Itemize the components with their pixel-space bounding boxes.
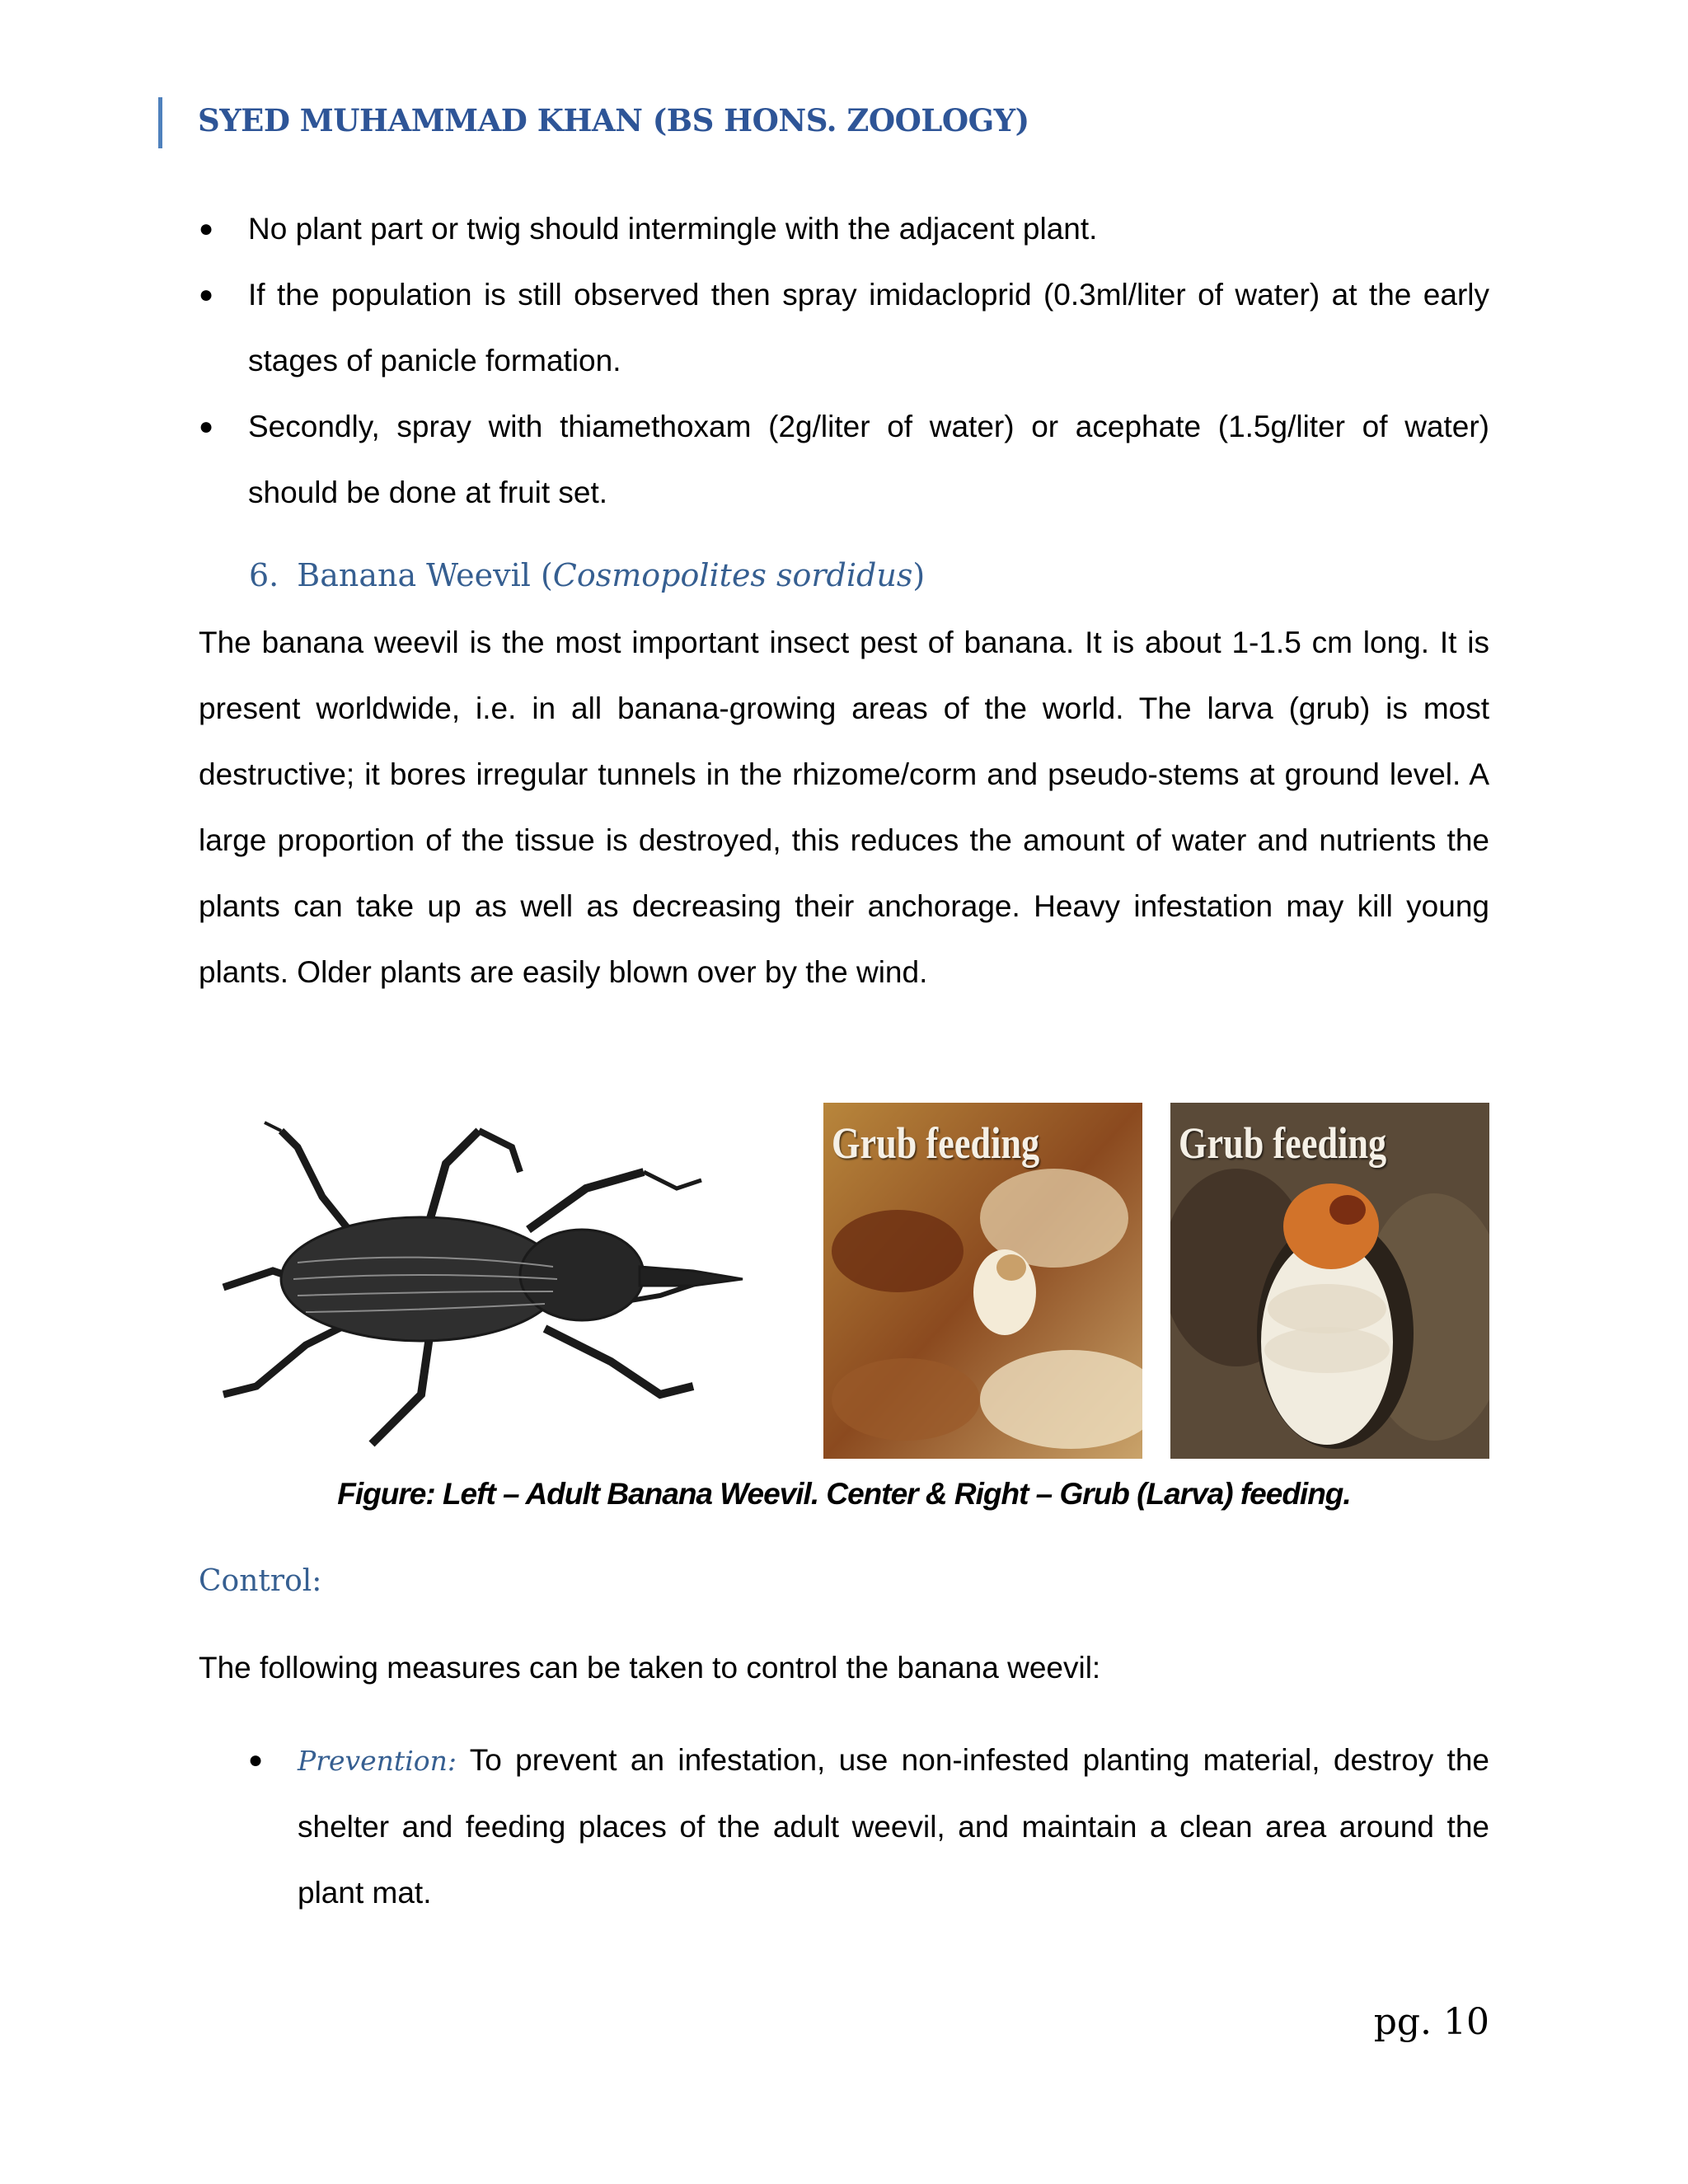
header-title: SYED MUHAMMAD KHAN (BS HONS. ZOOLOGY) [198, 102, 1029, 138]
bullet-icon: ● [199, 413, 214, 440]
grub-feeding-label-center: Grub feeding [832, 1118, 1040, 1168]
grub-feeding-photo-right [1170, 1103, 1489, 1459]
list-item-text: If the population is still observed then spray imidacloprid (0.3ml/liter of water) at the early stages of panicle formation. [248, 278, 1489, 377]
list-item-text: Secondly, spray with thiamethoxam (2g/liter of water) or acephate (1.5g/liter of water) should be done at fruit set. [248, 410, 1489, 509]
header-accent-bar [158, 97, 162, 148]
list-item [199, 262, 1489, 394]
section-title: Banana Weevil ( [297, 557, 553, 593]
prevention-text: To prevent an infestation, use non-infested planting material, destroy the shelter and feeding places of the adult weevil, and maintain a clean area around the plant mat. [298, 1743, 1489, 1910]
adult-weevil-image [199, 1098, 797, 1462]
control-intro: The following measures can be taken to control the banana weevil: [199, 1651, 1101, 1685]
list-item [248, 1727, 1489, 1926]
control-list [248, 1727, 1489, 1926]
section-title-close: ) [912, 557, 926, 593]
bullet-icon: ● [248, 1746, 264, 1774]
bullet-icon: ● [199, 281, 214, 308]
bullet-icon: ● [199, 215, 214, 242]
grub-feeding-photo-center [823, 1103, 1142, 1459]
page-number: pg. 10 [1373, 2001, 1489, 2043]
list-item-text: No plant part or twig should intermingle with the adjacent plant. [248, 212, 1098, 246]
species-name: Cosmopolites sordidus [552, 557, 913, 593]
list-item [199, 196, 1489, 262]
control-heading: Control: [199, 1564, 322, 1598]
figure-row [199, 1098, 1489, 1462]
bullet-list [199, 196, 1489, 526]
figure-caption: Figure: Left – Adult Banana Weevil. Center & Right – Grub (Larva) feeding. [337, 1477, 1351, 1511]
section-heading [249, 557, 925, 593]
grub-feeding-label-right: Grub feeding [1179, 1118, 1387, 1168]
prevention-label: Prevention: [298, 1745, 457, 1777]
list-item [199, 394, 1489, 526]
section-number: 6. [249, 557, 279, 593]
section-paragraph: The banana weevil is the most important insect pest of banana. It is about 1-1.5 cm long. It is present worldwide, i.e. in all banana-growing areas of the world. The larva (grub) is most destructive; it bores irregular tunnels in the rhizome/corm and pseudo-stems at ground level. A large proportion of the tissue is destroyed, this reduces the amount of water and nutrients the plants can take up as well as decreasing their anchorage. Heavy infestation may kill young plants. Older plants are easily blown over by the wind. [199, 626, 1489, 989]
